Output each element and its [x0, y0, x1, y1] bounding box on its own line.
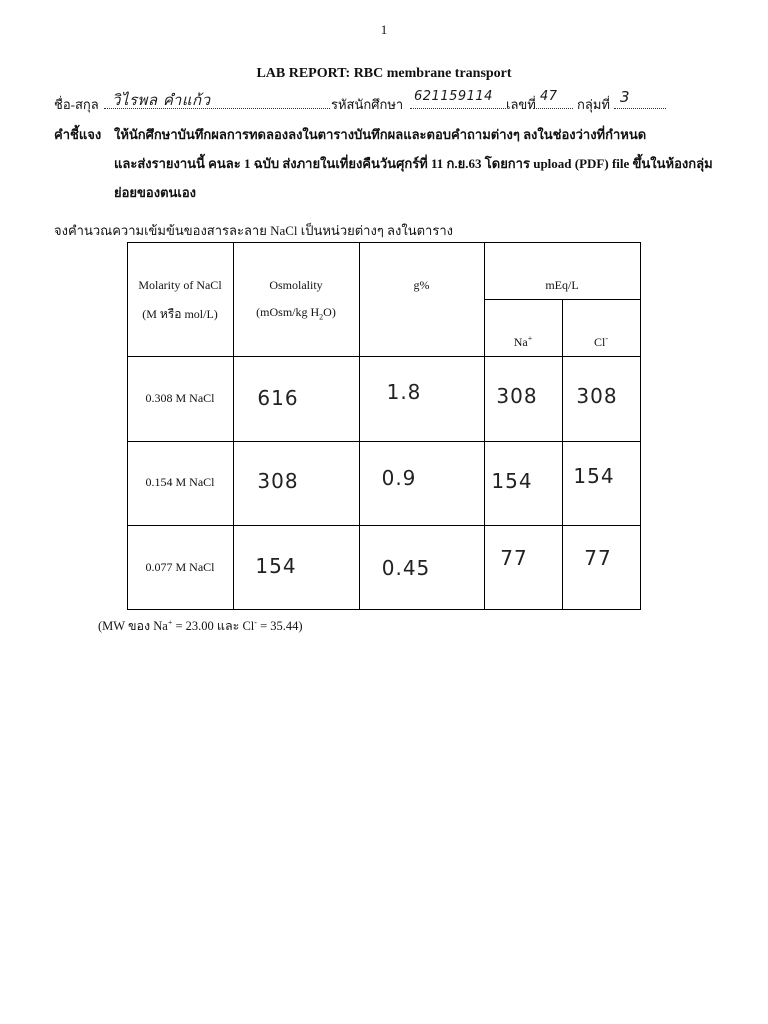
header-gpercent: g%	[413, 278, 430, 292]
header-osmolality-line1: Osmolality	[269, 278, 323, 292]
row-label: 0.308 M NaCl	[145, 391, 215, 405]
group-label: กลุ่มที่	[577, 97, 610, 112]
table-row-divider	[127, 525, 641, 526]
osmolality-unit-pre: (mOsm/kg H	[256, 305, 320, 319]
table-header-bottom	[127, 356, 641, 357]
group-dotline	[614, 108, 666, 109]
group-value: 3	[620, 88, 631, 106]
student-id-dotline	[410, 108, 506, 109]
instructions-label: คำชี้แจง	[54, 127, 102, 142]
header-cl-sup: -	[605, 334, 608, 343]
cell-cl: 308	[576, 384, 618, 408]
header-osmolality-line2	[233, 305, 359, 321]
cell-na: 154	[491, 469, 533, 493]
number-dotline	[533, 108, 573, 109]
table-col-divider	[359, 242, 360, 610]
footnote-post: = 35.44)	[256, 619, 303, 633]
intro-text: จงคำนวณความเข้มข้นของสารละลาย NaCl เป็นหน่วยต่างๆ ลงในตาราง	[54, 223, 453, 238]
cell-gpercent: 0.9	[381, 466, 417, 490]
number-label: เลขที่	[506, 97, 536, 112]
osmolality-unit-post: O)	[323, 305, 336, 319]
footnote-cl-sup: -	[254, 617, 257, 627]
instructions-line-1: ให้นักศึกษาบันทึกผลการทดลองลงในตารางบันทึกผลและตอบคำถามต่างๆ ลงในช่องว่างที่กำหนด	[114, 127, 647, 142]
name-value: วิไรพล คำแก้ว	[112, 91, 211, 109]
row-label: 0.154 M NaCl	[145, 475, 215, 489]
cell-na: 77	[500, 546, 528, 570]
cell-gpercent: 0.45	[381, 556, 431, 580]
header-cl-text: Cl	[593, 335, 606, 349]
report-title: LAB REPORT: RBC membrane transport	[256, 66, 512, 81]
header-na-text: Na	[513, 335, 528, 349]
cell-osmolality: 308	[257, 469, 299, 493]
header-meq: mEq/L	[545, 278, 579, 292]
footnote-na-sup: +	[167, 617, 173, 627]
table-border-top	[127, 242, 641, 243]
cell-osmolality: 154	[255, 554, 297, 578]
cell-na: 308	[496, 384, 538, 408]
cell-cl: 154	[573, 464, 615, 488]
header-molarity-line1: Molarity of NaCl	[138, 278, 222, 292]
header-osmolality	[233, 278, 359, 321]
table-border-bottom	[127, 609, 641, 610]
number-value: 47	[540, 89, 558, 104]
cell-gpercent: 1.8	[386, 380, 422, 404]
table-row-divider	[127, 441, 641, 442]
header-na	[484, 334, 562, 350]
student-id-label: รหัสนักศึกษา	[331, 97, 404, 112]
student-id-value: 621159114	[414, 89, 493, 104]
footnote-mid: = 23.00 และ Cl	[172, 619, 255, 633]
cell-cl: 77	[584, 546, 612, 570]
page-number: 1	[380, 22, 388, 37]
instructions-line-3: ย่อยของตนเอง	[114, 185, 197, 200]
osmolality-unit-sub: 2	[319, 312, 324, 322]
table-border-right	[640, 242, 641, 610]
header-cl	[562, 334, 640, 350]
footnote	[98, 616, 303, 636]
header-molarity	[127, 278, 233, 324]
header-molarity-line2: (M หรือ mol/L)	[142, 307, 218, 321]
name-label: ชื่อ-สกุล	[54, 97, 99, 112]
footnote-pre: (MW ของ Na	[98, 619, 168, 633]
cell-osmolality: 616	[257, 386, 299, 410]
instructions-line-2: และส่งรายงานนี้ คนละ 1 ฉบับ ส่งภายในเที่ยงคืนวันศุกร์ที่ 11 ก.ย.63 โดยการ upload (PDF) file ขึ้นในห้องกลุ่ม	[114, 156, 713, 171]
header-na-sup: +	[527, 334, 533, 343]
row-label: 0.077 M NaCl	[145, 560, 215, 574]
